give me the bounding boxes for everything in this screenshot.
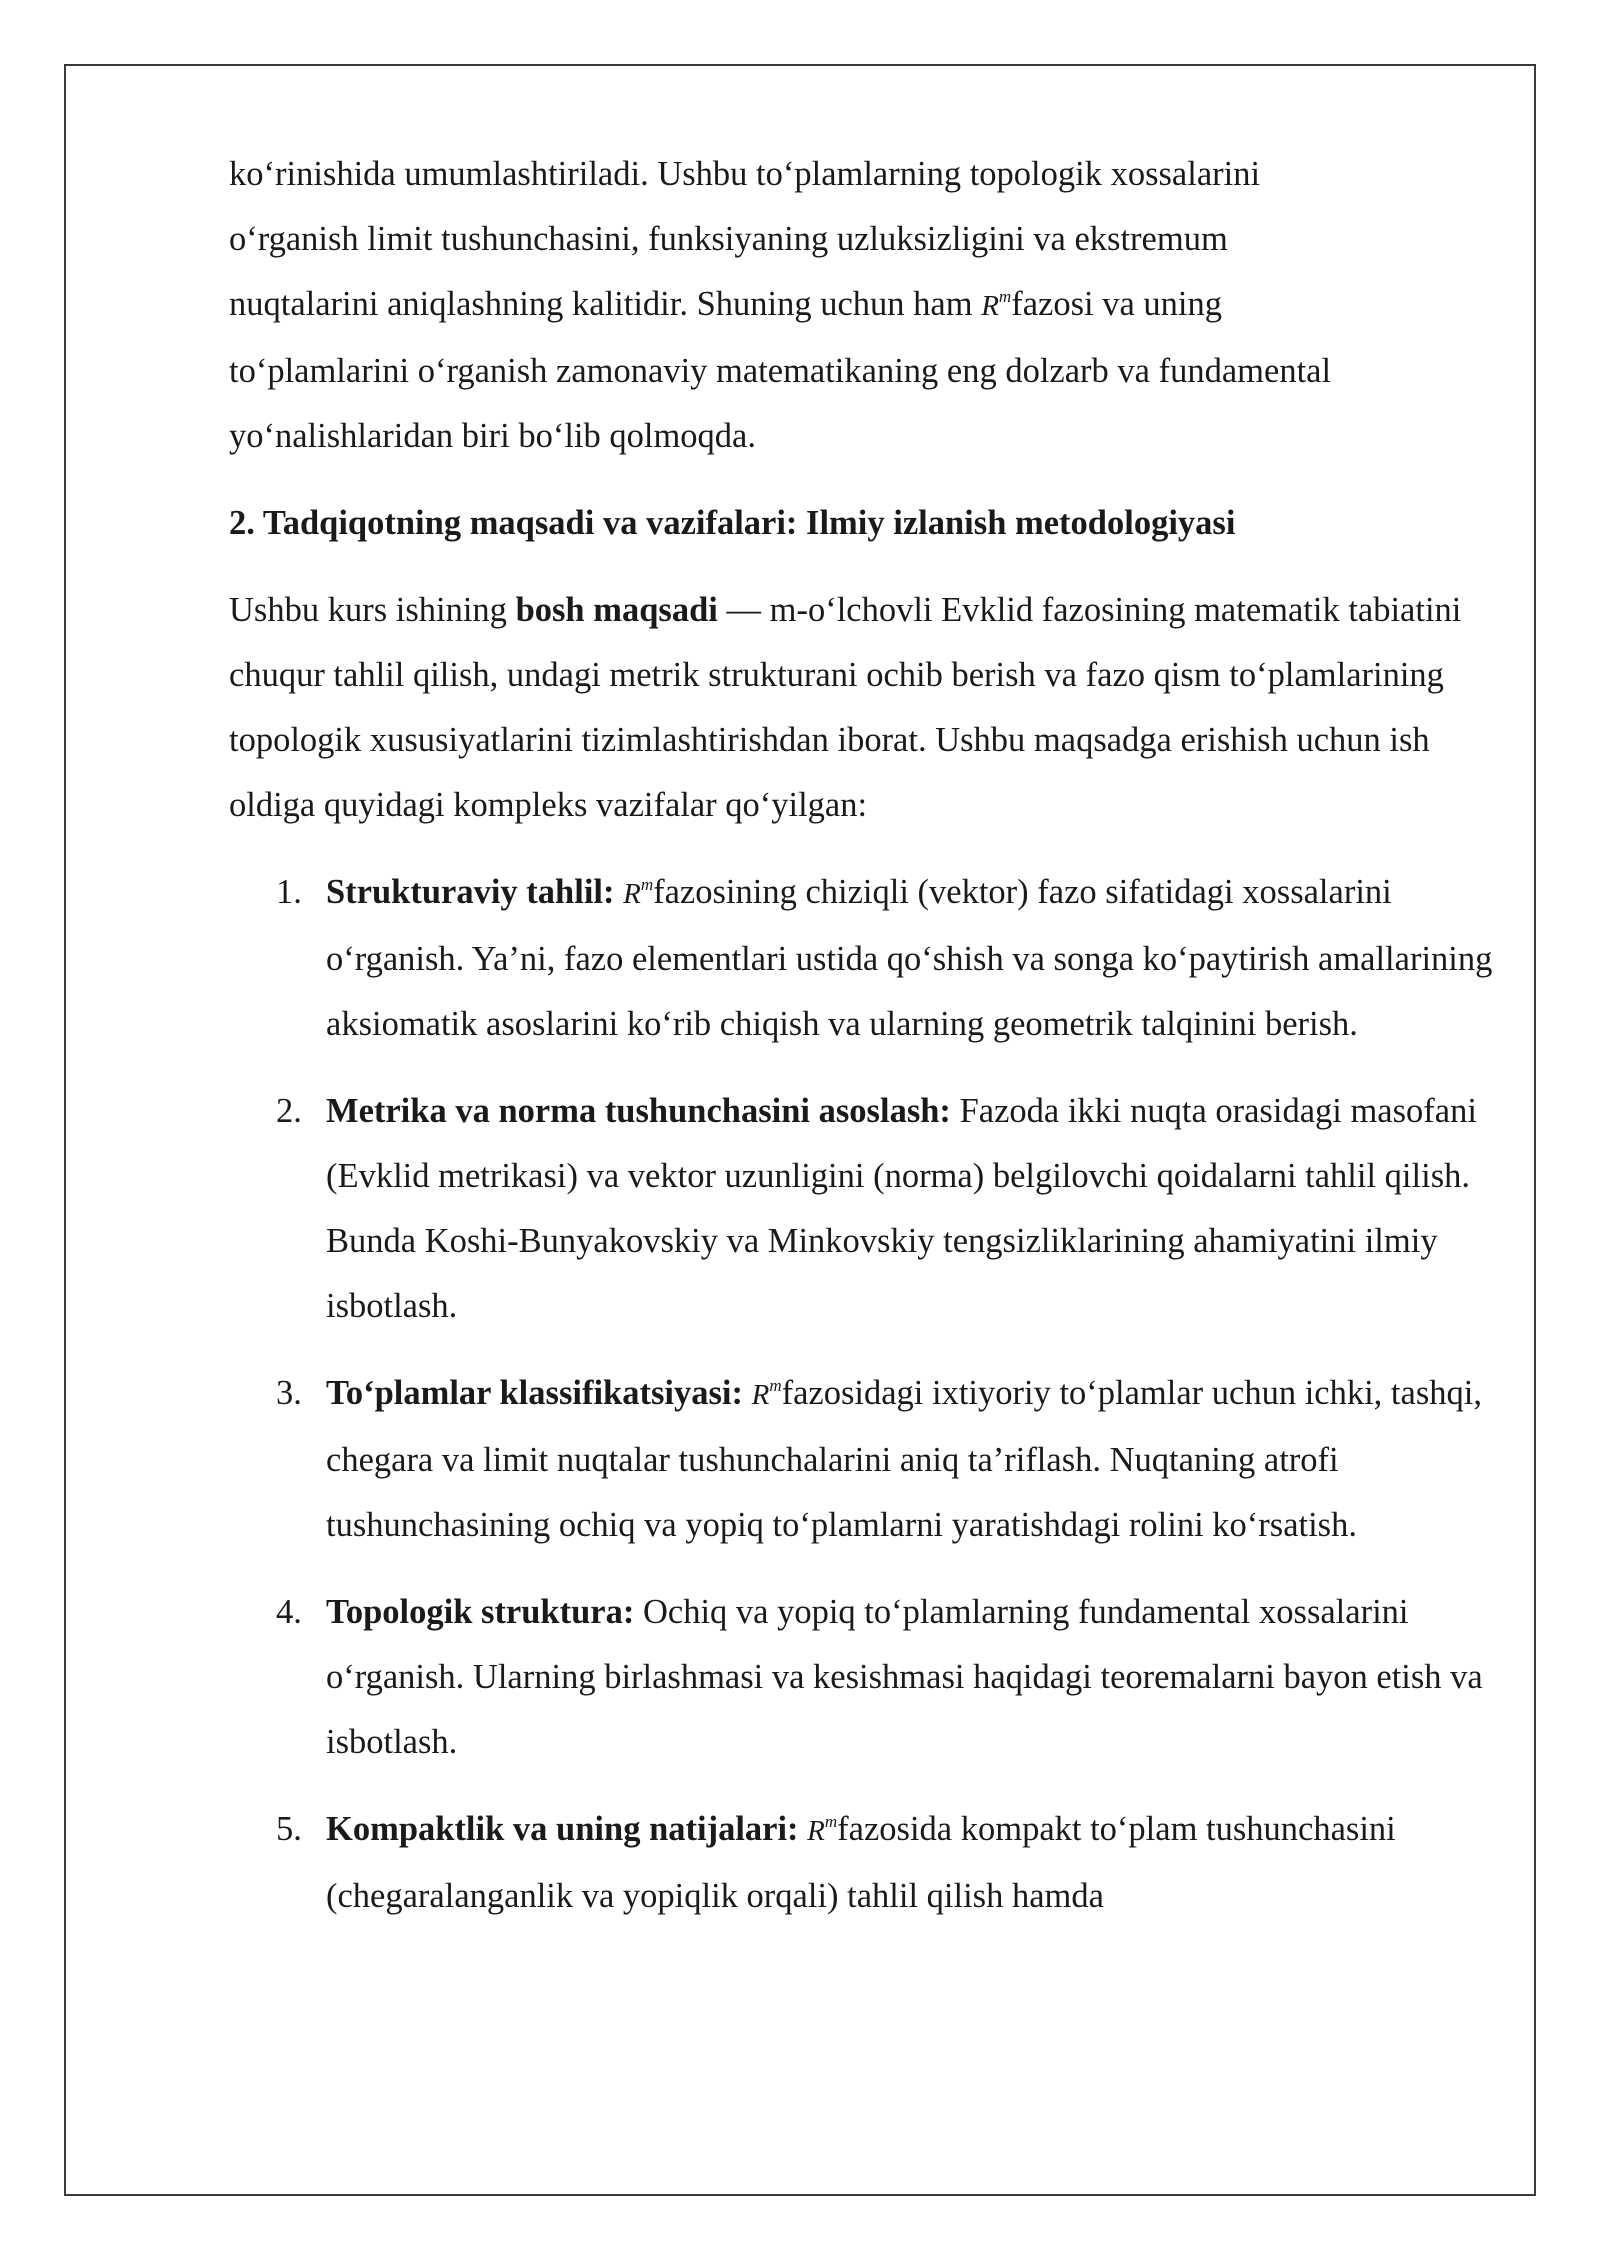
task-item-4 xyxy=(229,1580,1499,1775)
goal-text: — m-o‘lchovli Evklid fazosining matematik tabiatini chuqur tahlil qilish, undagi metrik strukturani ochib berish va fazo qism to‘plamlarining topologik xususiyatlarini tizimlashtirishdan iborat. Ushbu maqsadga erishish uchun ish oldiga quyidagi kompleks vazifalar qo‘yilgan: xyxy=(229,591,1462,824)
goal-lead: Ushbu kurs ishining xyxy=(229,591,516,629)
intro-line-1: ko‘rinishida umumlashtiriladi. Ushbu to‘plamlarning topologik xossalarini xyxy=(229,155,1261,193)
task-title: Metrika va norma tushunchasini asoslash: xyxy=(326,1092,951,1130)
task-title: Strukturaviy tahlil: xyxy=(326,873,615,911)
section-heading: 2. Tadqiqotning maqsadi va vazifalari: Ilmiy izlanish metodologiyasi xyxy=(229,504,1236,542)
intro-line-3-start: nuqtalarini aniqlashning kalitidir. Shuning uchun ham xyxy=(229,285,982,323)
math-symbol-rm: $R^m$ xyxy=(623,875,654,910)
intro-paragraph xyxy=(229,142,1499,469)
task-title: Kompaktlik va uning natijalari: xyxy=(326,1810,799,1848)
task-text: Ochiq va yopiq to‘plamlarning fundamental xossalarini o‘rganish. Ularning birlashmasi va kesishmasi haqidagi teoremalarni bayon etish va isbotlash. xyxy=(326,1593,1483,1761)
task-number: 5. xyxy=(276,1810,302,1848)
task-number: 1. xyxy=(276,873,302,911)
task-text: fazosidagi ixtiyoriy to‘plamlar uchun ichki, tashqi, chegara va limit nuqtalar tushunchalarini aniq ta’riflash. Nuqtaning atrofi tushunchasining ochiq va yopiq to‘plamlarni yaratishdagi rolini ko‘rsatish. xyxy=(326,1374,1482,1544)
task-text: Fazoda ikki nuqta orasidagi masofani (Evklid metrikasi) va vektor uzunligini (norma) belgilovchi qoidalarni tahlil qilish. Bunda Koshi-Bunyakovskiy va Minkovskiy tengsizliklarining ahamiyatini ilmiy isbotlash. xyxy=(326,1092,1477,1325)
task-title: To‘plamlar klassifikatsiyasi: xyxy=(326,1374,743,1412)
task-title: Topologik struktura: xyxy=(326,1593,635,1631)
task-list xyxy=(229,860,1499,1929)
math-symbol-rm: $R^m$ xyxy=(807,1812,838,1847)
math-symbol-rm: $R^m$ xyxy=(981,287,1012,322)
task-item-3 xyxy=(229,1361,1499,1558)
goal-bold-term: bosh maqsadi xyxy=(515,591,718,629)
task-number: 3. xyxy=(276,1374,302,1412)
task-number: 4. xyxy=(276,1593,302,1631)
task-number: 2. xyxy=(276,1092,302,1130)
task-text: fazosining chiziqli (vektor) fazo sifatidagi xossalarini o‘rganish. Ya’ni, fazo elementlari ustida qo‘shish va songa ko‘paytirish amallarining aksiomatik asoslarini ko‘rib chiqish va ularning geometrik talqinini berish. xyxy=(326,873,1493,1043)
intro-line-2: o‘rganish limit tushunchasini, funksiyaning uzluksizligini va ekstremum xyxy=(229,220,1228,258)
intro-line-4: to‘plamlarini o‘rganish zamonaviy matematikaning eng dolzarb va fundamental xyxy=(229,352,1332,390)
intro-line-3-end: fazosi va uning xyxy=(1011,285,1222,323)
task-item-2 xyxy=(229,1079,1499,1339)
intro-line-5: yo‘nalishlaridan biri bo‘lib qolmoqda. xyxy=(229,417,756,455)
goal-paragraph xyxy=(229,578,1499,838)
task-item-5 xyxy=(229,1797,1499,1929)
document-body xyxy=(229,142,1499,1951)
math-symbol-rm: $R^m$ xyxy=(751,1376,782,1411)
task-text: fazosida kompakt to‘plam tushunchasini (chegaralanganlik va yopiqlik orqali) tahlil qilish hamda xyxy=(326,1810,1396,1915)
task-item-1 xyxy=(229,860,1499,1057)
